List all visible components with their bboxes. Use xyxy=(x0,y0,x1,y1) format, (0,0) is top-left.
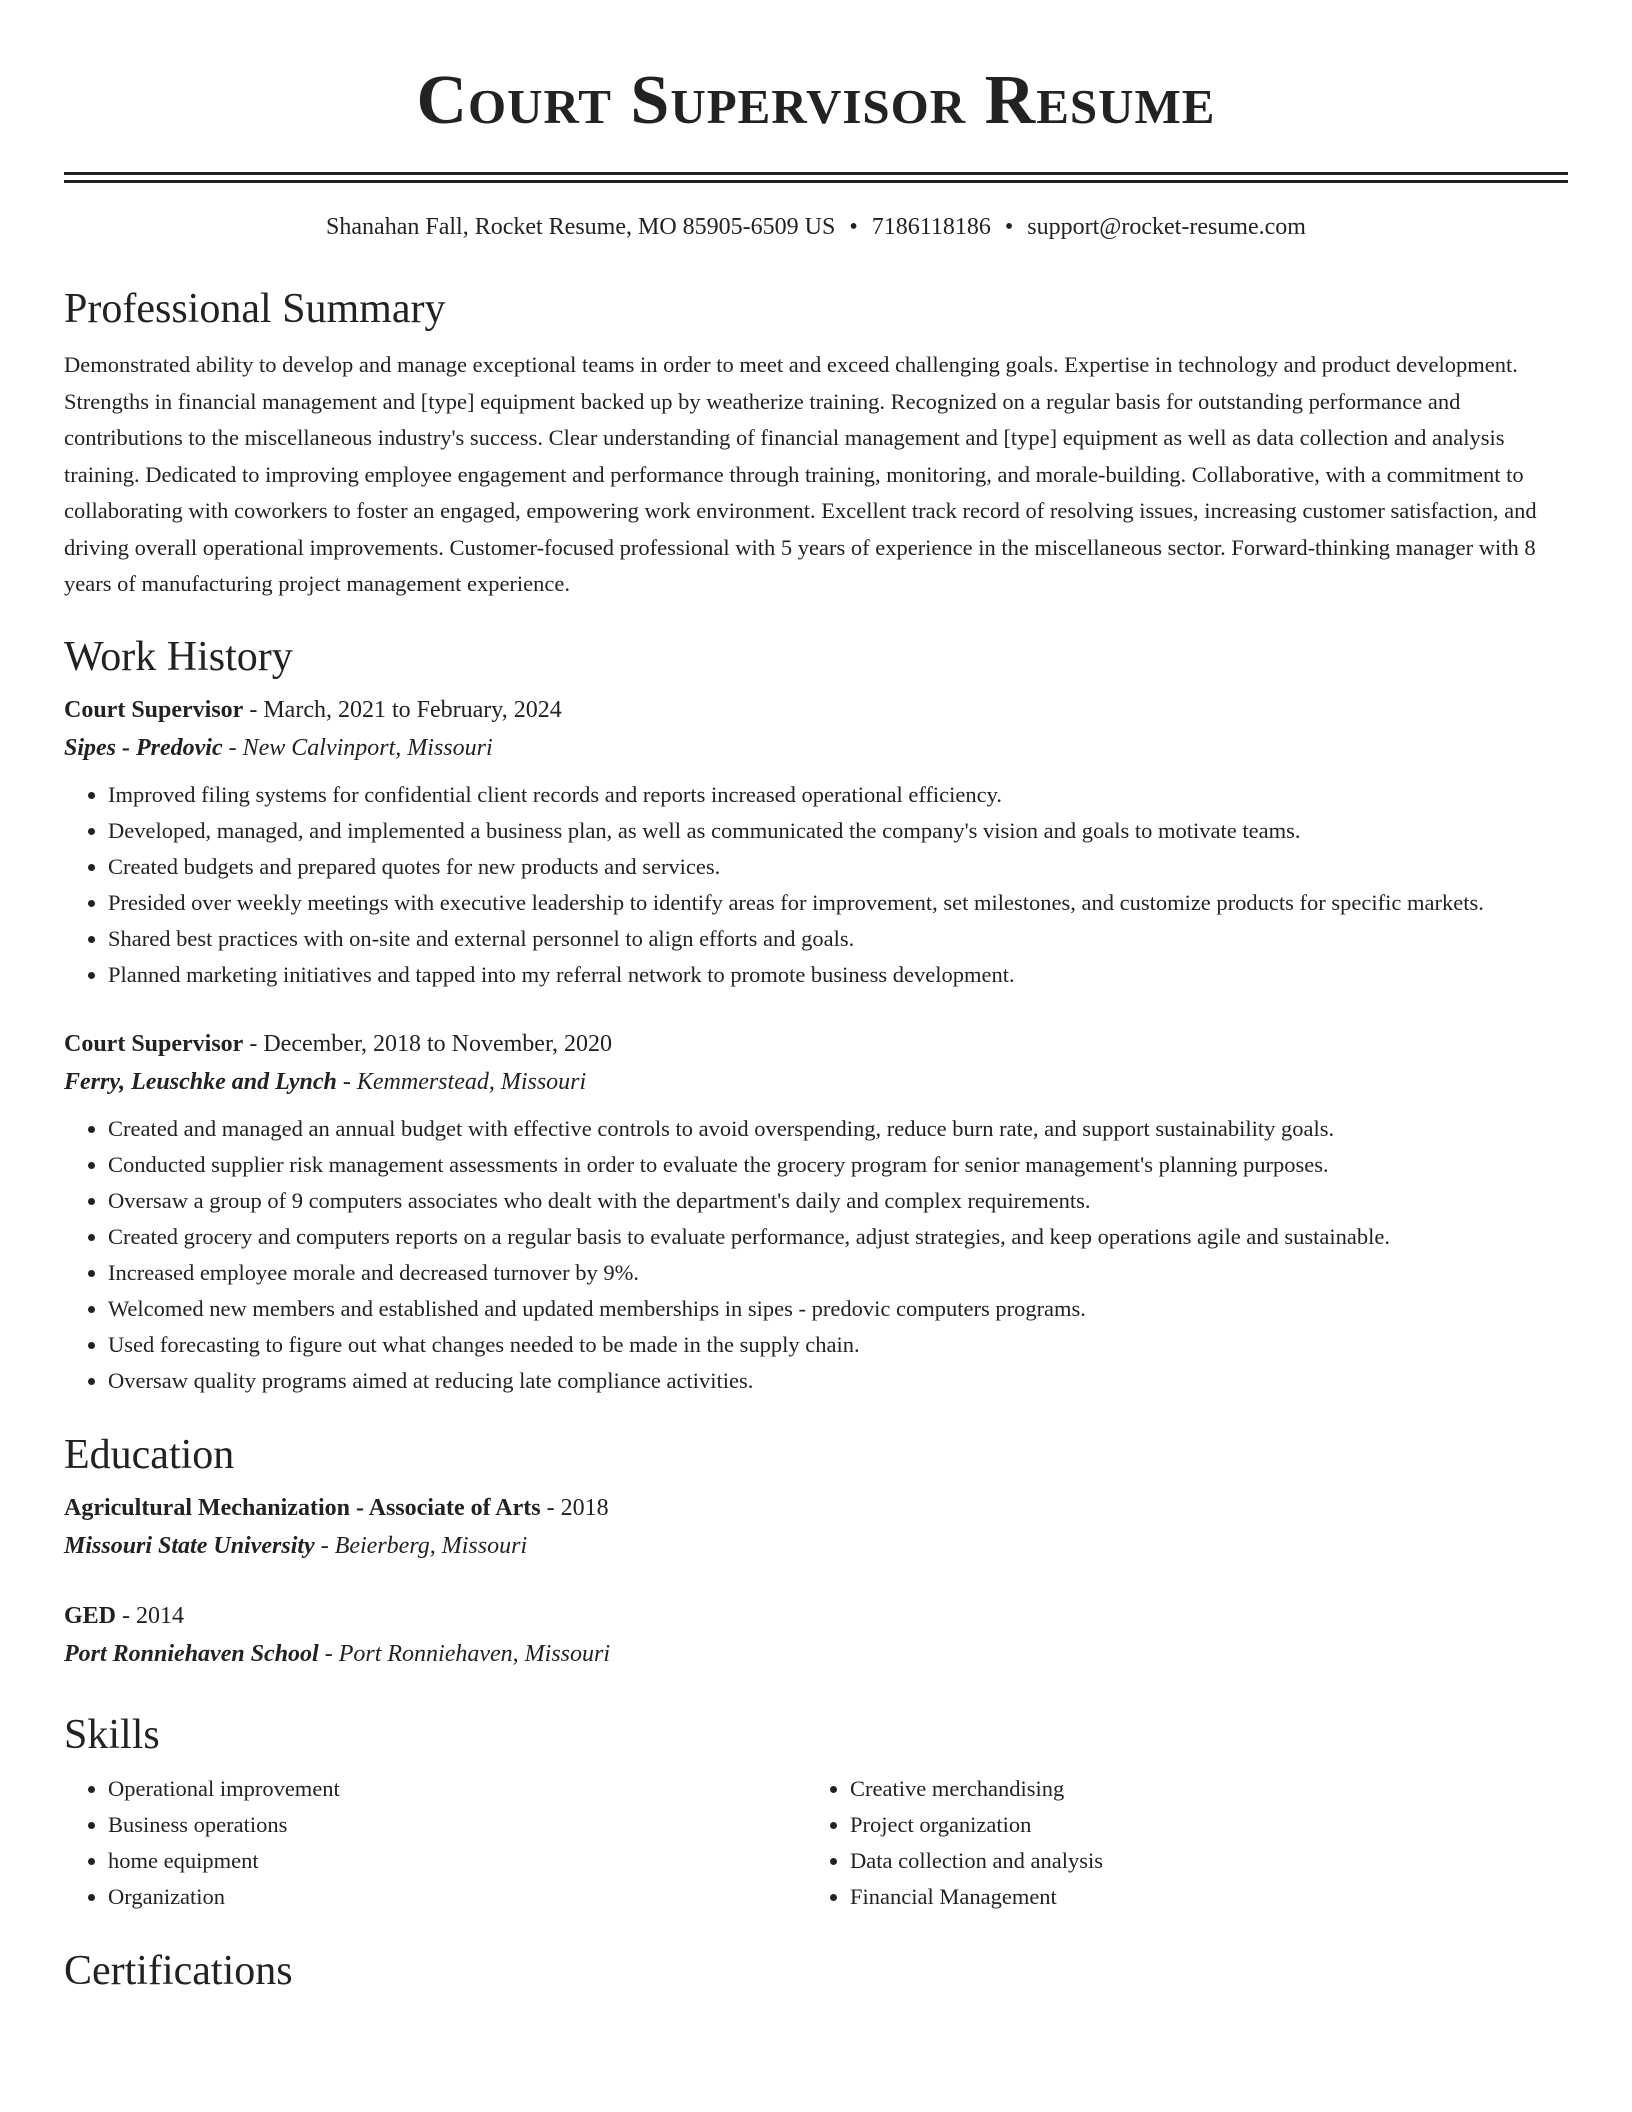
skills-list-left xyxy=(64,1771,806,1915)
school-location: - Beierberg, Missouri xyxy=(314,1532,528,1559)
title-double-rule xyxy=(64,172,1568,183)
job-bullet: • Conducted supplier risk management assessments in order to evaluate the grocery program for senior management's planning purposes. xyxy=(108,1147,1568,1183)
job-bullet: • Improved filing systems for confidential client records and reports increased operational efficiency. xyxy=(108,777,1568,813)
job-title: Court Supervisor xyxy=(64,696,244,723)
job-dates: - December, 2018 to November, 2020 xyxy=(243,1030,612,1057)
summary-text: Demonstrated ability to develop and manage exceptional teams in order to meet and exceed challenging goals. Expertise in technology and product development. Strengths in financial management and [type] equipment backed up by weatherize training. Recognized on a regular basis for outstanding performance and contributions to the miscellaneous industry's success. Clear understanding of financial management and [type] equipment as well as data collection and analysis training. Dedicated to improving employee engagement and performance through training, monitoring, and morale-building. Collaborative, with a commitment to collaborating with coworkers to foster an engaged, empowering work environment. Excellent track record of resolving issues, increasing customer satisfaction, and driving overall operational improvements. Customer-focused professional with 5 years of experience in the miscellaneous sector. Forward-thinking manager with 8 years of manufacturing project management experience. xyxy=(64,352,1537,596)
job-bullets xyxy=(64,777,1568,993)
skills-list-right xyxy=(806,1771,1548,1915)
school-line xyxy=(64,1527,1568,1565)
degree-year: - 2018 xyxy=(540,1494,609,1521)
section-heading-summary: Professional Summary xyxy=(64,286,446,332)
education-entry xyxy=(64,1489,1568,1565)
job-bullet: • Planned marketing initiatives and tapped into my referral network to promote business development. xyxy=(108,957,1568,993)
company-location: - Kemmerstead, Missouri xyxy=(336,1068,587,1095)
job-entry xyxy=(64,691,1568,993)
company-line xyxy=(64,729,1568,767)
job-bullet: • Developed, managed, and implemented a business plan, as well as communicated the company's vision and goals to motivate teams. xyxy=(108,813,1568,849)
skills-section xyxy=(64,1707,1568,1915)
job-bullets xyxy=(64,1111,1568,1399)
professional-summary-section xyxy=(64,281,1568,603)
section-heading-certifications: Certifications xyxy=(64,1947,293,1994)
education-entry xyxy=(64,1597,1568,1673)
job-bullet: • Oversaw a group of 9 computers associates who dealt with the department's daily and complex requirements. xyxy=(108,1183,1568,1219)
degree-year: - 2014 xyxy=(116,1602,185,1629)
certifications-section xyxy=(64,1943,1568,1999)
job-title-line xyxy=(64,691,1568,729)
degree-line xyxy=(64,1597,1568,1635)
job-dates: - March, 2021 to February, 2024 xyxy=(243,696,562,723)
company-line xyxy=(64,1063,1568,1101)
contact-separator: • xyxy=(849,214,858,240)
job-bullet: • Created grocery and computers reports on a regular basis to evaluate performance, adjust strategies, and keep operations agile and sustainable. xyxy=(108,1219,1568,1255)
job-bullet: • Created and managed an annual budget with effective controls to avoid overspending, reduce burn rate, and support sustainability goals. xyxy=(108,1111,1568,1147)
section-heading-skills: Skills xyxy=(64,1711,160,1758)
section-heading-education: Education xyxy=(64,1431,235,1478)
job-bullet: • Welcomed new members and established and updated memberships in sipes - predovic computers programs. xyxy=(108,1291,1568,1327)
degree-name: Agricultural Mechanization - Associate of Arts xyxy=(64,1494,541,1521)
school-name: Missouri State University xyxy=(64,1532,315,1559)
school-name: Port Ronniehaven School xyxy=(64,1640,319,1667)
skill-item: • Operational improvement xyxy=(108,1771,806,1807)
skill-item: • Organization xyxy=(108,1879,806,1915)
job-bullet: • Used forecasting to figure out what changes needed to be made in the supply chain. xyxy=(108,1327,1568,1363)
company-name: Sipes - Predovic xyxy=(64,734,223,761)
section-heading-work: Work History xyxy=(64,633,293,680)
skill-item: • Project organization xyxy=(850,1807,1548,1843)
degree-name: GED xyxy=(64,1602,117,1629)
school-line xyxy=(64,1635,1568,1673)
education-section xyxy=(64,1427,1568,1673)
contact-email[interactable]: support@rocket-resume.com xyxy=(1027,214,1306,240)
resume-title: Court Supervisor Resume xyxy=(416,62,1216,139)
skill-item: • Data collection and analysis xyxy=(850,1843,1548,1879)
job-bullet: • Presided over weekly meetings with executive leadership to identify areas for improvement, set milestones, and customize products for specific markets. xyxy=(108,885,1568,921)
job-title: Court Supervisor xyxy=(64,1030,244,1057)
skills-grid xyxy=(64,1771,1568,1915)
skill-item: • Financial Management xyxy=(850,1879,1548,1915)
job-entry xyxy=(64,1025,1568,1399)
job-title-line xyxy=(64,1025,1568,1063)
contact-address: Shanahan Fall, Rocket Resume, MO 85905-6509 US xyxy=(326,214,836,240)
job-bullet: • Increased employee morale and decreased turnover by 9%. xyxy=(108,1255,1568,1291)
contact-separator: • xyxy=(1004,214,1014,240)
contact-phone[interactable]: 7186118186 xyxy=(871,214,991,240)
work-history-section xyxy=(64,629,1568,1399)
job-bullet: • Created budgets and prepared quotes for new products and services. xyxy=(108,849,1568,885)
company-location: - New Calvinport, Missouri xyxy=(222,734,493,761)
contact-line xyxy=(64,211,1568,243)
degree-line xyxy=(64,1489,1568,1527)
school-location: - Port Ronniehaven, Missouri xyxy=(318,1640,611,1667)
job-bullet: • Shared best practices with on-site and external personnel to align efforts and goals. xyxy=(108,921,1568,957)
company-name: Ferry, Leuschke and Lynch xyxy=(64,1068,337,1095)
skill-item: • home equipment xyxy=(108,1843,806,1879)
job-bullet: • Oversaw quality programs aimed at reducing late compliance activities. xyxy=(108,1363,1568,1399)
skill-item: • Business operations xyxy=(108,1807,806,1843)
skill-item: • Creative merchandising xyxy=(850,1771,1548,1807)
